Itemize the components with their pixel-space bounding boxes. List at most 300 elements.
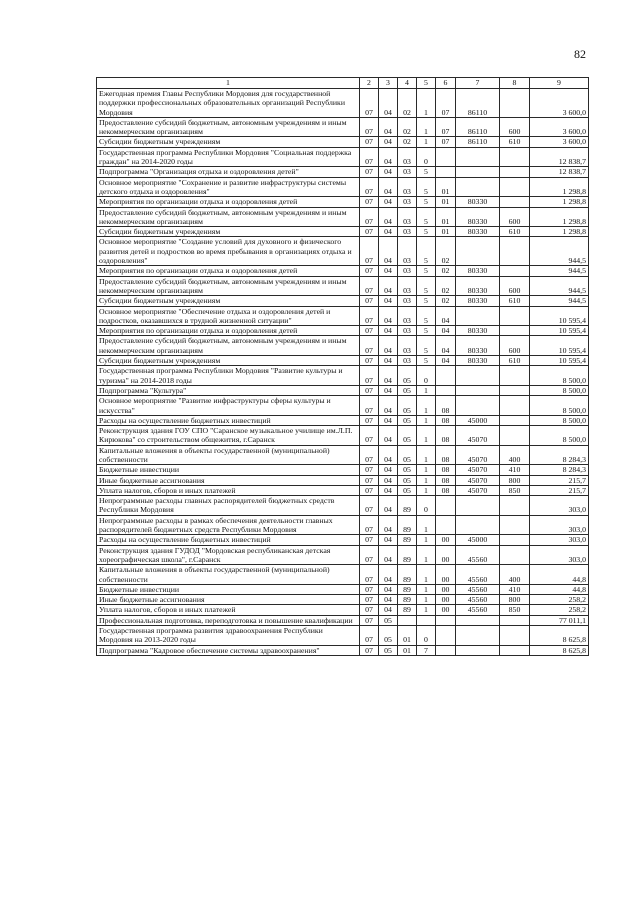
- cell-code-3: 04: [379, 177, 398, 197]
- cell-code-3: 04: [379, 197, 398, 207]
- cell-code-7: 45070: [456, 475, 500, 485]
- table-row: [97, 177, 589, 197]
- cell-amount: 1 298,8: [530, 197, 589, 207]
- cell-code-5: 0: [417, 496, 436, 516]
- cell-code-8: [500, 615, 530, 625]
- cell-amount: 8 500,0: [530, 385, 589, 395]
- cell-code-8: [500, 535, 530, 545]
- cell-code-2: 07: [360, 137, 379, 147]
- cell-amount: 3 600,0: [530, 117, 589, 137]
- cell-code-5: 5: [417, 296, 436, 306]
- cell-code-4: 89: [398, 565, 417, 585]
- cell-item-name: Предоставление субсидий бюджетным, автономным учреждениям и иным некоммерческим организациям: [97, 276, 360, 296]
- cell-code-7: 45070: [456, 445, 500, 465]
- cell-code-4: 02: [398, 137, 417, 147]
- table-row: [97, 147, 589, 167]
- cell-code-7: 45070: [456, 426, 500, 446]
- cell-code-3: 04: [379, 237, 398, 266]
- cell-code-7: [456, 496, 500, 516]
- cell-code-6: 04: [436, 356, 456, 366]
- cell-code-4: 89: [398, 595, 417, 605]
- cell-code-8: 800: [500, 475, 530, 485]
- table-body: [97, 89, 589, 656]
- cell-code-7: 45560: [456, 565, 500, 585]
- cell-amount: 1 298,8: [530, 227, 589, 237]
- cell-code-3: 04: [379, 227, 398, 237]
- cell-item-name: Расходы на осуществление бюджетных инвестиций: [97, 415, 360, 425]
- cell-code-4: 02: [398, 117, 417, 137]
- cell-code-6: 04: [436, 336, 456, 356]
- table-row: [97, 336, 589, 356]
- cell-code-8: [500, 237, 530, 266]
- cell-code-4: 03: [398, 237, 417, 266]
- cell-amount: 1 298,8: [530, 177, 589, 197]
- cell-code-6: 08: [436, 485, 456, 495]
- cell-code-7: 80330: [456, 197, 500, 207]
- cell-amount: 8 500,0: [530, 366, 589, 386]
- cell-code-5: 1: [417, 515, 436, 535]
- cell-code-4: 03: [398, 147, 417, 167]
- table-row: [97, 237, 589, 266]
- table-row: [97, 535, 589, 545]
- cell-item-name: Бюджетные инвестиции: [97, 584, 360, 594]
- cell-code-2: 07: [360, 445, 379, 465]
- cell-code-2: 07: [360, 515, 379, 535]
- table-row: [97, 475, 589, 485]
- cell-code-3: 04: [379, 515, 398, 535]
- cell-item-name: Бюджетные инвестиции: [97, 465, 360, 475]
- cell-code-3: 04: [379, 605, 398, 615]
- cell-code-7: [456, 366, 500, 386]
- cell-code-2: 07: [360, 615, 379, 625]
- cell-code-6: 02: [436, 266, 456, 276]
- cell-amount: 258,2: [530, 595, 589, 605]
- cell-code-3: 04: [379, 396, 398, 416]
- cell-code-5: 5: [417, 167, 436, 177]
- cell-code-4: 05: [398, 465, 417, 475]
- header-cell: 8: [500, 78, 530, 89]
- cell-code-2: 07: [360, 336, 379, 356]
- cell-code-6: 04: [436, 306, 456, 326]
- cell-code-7: [456, 147, 500, 167]
- cell-code-6: 00: [436, 565, 456, 585]
- cell-amount: 303,0: [530, 545, 589, 565]
- cell-code-8: 850: [500, 605, 530, 615]
- cell-amount: 10 595,4: [530, 326, 589, 336]
- cell-code-3: 04: [379, 276, 398, 296]
- cell-code-4: 03: [398, 207, 417, 227]
- cell-code-7: 86110: [456, 137, 500, 147]
- cell-code-3: 04: [379, 485, 398, 495]
- cell-code-8: [500, 167, 530, 177]
- cell-code-8: [500, 306, 530, 326]
- cell-amount: 1 298,8: [530, 207, 589, 227]
- cell-code-8: [500, 496, 530, 516]
- cell-code-5: 1: [417, 137, 436, 147]
- cell-code-3: 04: [379, 117, 398, 137]
- cell-amount: 944,5: [530, 276, 589, 296]
- cell-code-3: 04: [379, 465, 398, 475]
- cell-amount: 44,8: [530, 565, 589, 585]
- cell-code-8: 610: [500, 137, 530, 147]
- cell-code-2: 07: [360, 356, 379, 366]
- cell-code-6: 01: [436, 207, 456, 227]
- cell-code-8: 800: [500, 595, 530, 605]
- cell-code-2: 07: [360, 385, 379, 395]
- cell-code-7: [456, 645, 500, 655]
- cell-item-name: Основное мероприятие "Создание условий для духовного и физического развития детей и подростков во время пребывания в организациях отдыха и оздоровления": [97, 237, 360, 266]
- cell-code-3: 04: [379, 266, 398, 276]
- cell-code-7: [456, 237, 500, 266]
- cell-code-3: 04: [379, 207, 398, 227]
- cell-code-5: 0: [417, 366, 436, 386]
- cell-code-8: 400: [500, 445, 530, 465]
- table-row: [97, 645, 589, 655]
- cell-code-5: 1: [417, 485, 436, 495]
- cell-amount: 10 595,4: [530, 336, 589, 356]
- cell-code-4: 05: [398, 445, 417, 465]
- cell-item-name: Субсидии бюджетным учреждениям: [97, 137, 360, 147]
- cell-code-6: 08: [436, 426, 456, 446]
- cell-code-7: 86110: [456, 117, 500, 137]
- cell-code-4: 05: [398, 396, 417, 416]
- cell-amount: 8 500,0: [530, 415, 589, 425]
- cell-code-6: 02: [436, 276, 456, 296]
- table-row: [97, 485, 589, 495]
- cell-item-name: Государственная программа Республики Мордовия "Развитие культуры и туризма" на 2014-2018 годы: [97, 366, 360, 386]
- header-cell: 3: [379, 78, 398, 89]
- cell-item-name: Подпрограмма "Кадровое обеспечение системы здравоохранения": [97, 645, 360, 655]
- cell-code-8: [500, 515, 530, 535]
- cell-code-6: 01: [436, 197, 456, 207]
- cell-code-5: 5: [417, 177, 436, 197]
- cell-code-8: [500, 626, 530, 646]
- cell-code-7: [456, 385, 500, 395]
- cell-item-name: Основное мероприятие "Развитие инфраструктуры сферы культуры и искусства": [97, 396, 360, 416]
- cell-code-3: 04: [379, 147, 398, 167]
- cell-item-name: Иные бюджетные ассигнования: [97, 475, 360, 485]
- cell-item-name: Предоставление субсидий бюджетным, автономным учреждениям и иным некоммерческим организациям: [97, 117, 360, 137]
- cell-code-3: 04: [379, 535, 398, 545]
- cell-code-2: 07: [360, 117, 379, 137]
- cell-code-2: 07: [360, 89, 379, 118]
- table-row: [97, 426, 589, 446]
- table-row: [97, 326, 589, 336]
- cell-code-2: 07: [360, 645, 379, 655]
- cell-code-8: 600: [500, 336, 530, 356]
- table-row: [97, 266, 589, 276]
- table-row: [97, 306, 589, 326]
- cell-amount: 944,5: [530, 296, 589, 306]
- cell-code-8: [500, 147, 530, 167]
- cell-code-2: 07: [360, 207, 379, 227]
- cell-code-4: 03: [398, 356, 417, 366]
- cell-code-5: 5: [417, 356, 436, 366]
- cell-code-3: 04: [379, 167, 398, 177]
- cell-code-6: [436, 167, 456, 177]
- cell-code-3: 04: [379, 356, 398, 366]
- cell-code-4: 89: [398, 545, 417, 565]
- cell-item-name: Уплата налогов, сборов и иных платежей: [97, 605, 360, 615]
- cell-code-6: 01: [436, 177, 456, 197]
- cell-code-5: 5: [417, 306, 436, 326]
- cell-code-2: 07: [360, 366, 379, 386]
- cell-code-6: [436, 366, 456, 386]
- table-row: [97, 626, 589, 646]
- cell-code-4: 05: [398, 366, 417, 386]
- cell-code-2: 07: [360, 415, 379, 425]
- cell-code-5: 5: [417, 227, 436, 237]
- cell-code-4: 05: [398, 415, 417, 425]
- cell-code-6: [436, 626, 456, 646]
- cell-code-7: 80330: [456, 276, 500, 296]
- cell-item-name: Государственная программа Республики Мордовия "Социальная поддержка граждан" на 2014-2020 годы: [97, 147, 360, 167]
- cell-code-8: 610: [500, 227, 530, 237]
- table-row: [97, 584, 589, 594]
- cell-code-3: 04: [379, 415, 398, 425]
- cell-code-4: 05: [398, 485, 417, 495]
- cell-item-name: Ежегодная премия Главы Республики Мордовия для государственной поддержки профессиональных образовательных организаций Республики Мордовия: [97, 89, 360, 118]
- cell-code-7: 80330: [456, 336, 500, 356]
- cell-code-7: [456, 626, 500, 646]
- cell-code-6: 00: [436, 545, 456, 565]
- cell-code-8: [500, 197, 530, 207]
- cell-code-5: 1: [417, 89, 436, 118]
- table-header-row: [97, 78, 589, 89]
- cell-code-5: 5: [417, 207, 436, 227]
- cell-code-3: 04: [379, 584, 398, 594]
- cell-amount: 8 284,3: [530, 465, 589, 475]
- cell-code-2: 07: [360, 296, 379, 306]
- cell-code-4: 03: [398, 197, 417, 207]
- cell-item-name: Субсидии бюджетным учреждениям: [97, 296, 360, 306]
- cell-code-2: 07: [360, 237, 379, 266]
- cell-item-name: Мероприятия по организации отдыха и оздоровления детей: [97, 266, 360, 276]
- cell-code-7: 45560: [456, 584, 500, 594]
- cell-code-6: 08: [436, 465, 456, 475]
- cell-item-name: Субсидии бюджетным учреждениям: [97, 356, 360, 366]
- cell-code-3: 04: [379, 336, 398, 356]
- cell-code-8: [500, 385, 530, 395]
- cell-code-7: 45560: [456, 545, 500, 565]
- cell-code-5: 1: [417, 396, 436, 416]
- table-row: [97, 545, 589, 565]
- cell-code-3: 05: [379, 626, 398, 646]
- cell-amount: 944,5: [530, 237, 589, 266]
- cell-code-3: 04: [379, 545, 398, 565]
- header-cell: 7: [456, 78, 500, 89]
- cell-code-8: [500, 545, 530, 565]
- cell-code-5: 1: [417, 385, 436, 395]
- cell-code-7: 80330: [456, 266, 500, 276]
- cell-item-name: Мероприятия по организации отдыха и оздоровления детей: [97, 326, 360, 336]
- cell-code-8: [500, 426, 530, 446]
- cell-code-7: [456, 167, 500, 177]
- table-row: [97, 207, 589, 227]
- cell-code-2: 07: [360, 626, 379, 646]
- cell-code-7: 80330: [456, 356, 500, 366]
- cell-code-6: 08: [436, 396, 456, 416]
- cell-amount: 215,7: [530, 475, 589, 485]
- cell-code-2: 07: [360, 326, 379, 336]
- cell-code-3: 04: [379, 385, 398, 395]
- header-cell: 2: [360, 78, 379, 89]
- cell-code-7: [456, 306, 500, 326]
- budget-table: [96, 77, 589, 656]
- table-row: [97, 415, 589, 425]
- cell-code-4: 89: [398, 496, 417, 516]
- cell-code-7: [456, 615, 500, 625]
- cell-code-2: 07: [360, 475, 379, 485]
- header-cell: 5: [417, 78, 436, 89]
- cell-code-5: 0: [417, 147, 436, 167]
- cell-code-5: [417, 615, 436, 625]
- cell-code-8: 610: [500, 296, 530, 306]
- cell-item-name: Непрограммные расходы в рамках обеспечения деятельности главных распорядителей бюджетных средств Республики Мордовия: [97, 515, 360, 535]
- cell-code-6: 07: [436, 137, 456, 147]
- cell-code-2: 07: [360, 197, 379, 207]
- cell-code-6: 07: [436, 117, 456, 137]
- cell-code-5: 5: [417, 276, 436, 296]
- cell-code-2: 07: [360, 227, 379, 237]
- cell-code-3: 04: [379, 496, 398, 516]
- cell-code-6: [436, 496, 456, 516]
- cell-amount: 944,5: [530, 266, 589, 276]
- cell-code-5: 1: [417, 565, 436, 585]
- cell-code-8: 610: [500, 356, 530, 366]
- cell-code-4: 05: [398, 426, 417, 446]
- cell-code-5: 1: [417, 426, 436, 446]
- cell-code-2: 07: [360, 545, 379, 565]
- cell-code-7: 45070: [456, 485, 500, 495]
- cell-code-6: [436, 645, 456, 655]
- cell-code-4: 89: [398, 605, 417, 615]
- cell-item-name: Капитальные вложения в объекты государственной (муниципальной) собственности: [97, 565, 360, 585]
- cell-code-8: [500, 326, 530, 336]
- table-row: [97, 276, 589, 296]
- cell-code-4: 01: [398, 626, 417, 646]
- cell-code-6: 00: [436, 584, 456, 594]
- cell-code-5: 0: [417, 626, 436, 646]
- cell-code-5: 1: [417, 545, 436, 565]
- cell-item-name: Реконструкция здания ГОУ СПО "Саранское музыкальное училище им.Л.П. Кирюкова" со строительством общежития, г.Саранск: [97, 426, 360, 446]
- cell-code-4: [398, 615, 417, 625]
- cell-amount: 8 625,8: [530, 626, 589, 646]
- table-row: [97, 385, 589, 395]
- cell-code-3: 04: [379, 306, 398, 326]
- cell-code-8: [500, 89, 530, 118]
- cell-code-3: 04: [379, 445, 398, 465]
- cell-code-5: 5: [417, 237, 436, 266]
- cell-amount: 303,0: [530, 515, 589, 535]
- cell-code-6: 07: [436, 89, 456, 118]
- cell-item-name: Предоставление субсидий бюджетным, автономным учреждениям и иным некоммерческим организациям: [97, 207, 360, 227]
- cell-code-6: 08: [436, 475, 456, 485]
- cell-amount: 303,0: [530, 535, 589, 545]
- cell-code-5: 1: [417, 445, 436, 465]
- cell-code-4: 89: [398, 535, 417, 545]
- table-row: [97, 89, 589, 118]
- cell-amount: 12 838,7: [530, 147, 589, 167]
- cell-item-name: Подпрограмма "Культура": [97, 385, 360, 395]
- cell-code-2: 07: [360, 496, 379, 516]
- table-row: [97, 197, 589, 207]
- cell-code-2: 07: [360, 167, 379, 177]
- cell-code-5: 1: [417, 584, 436, 594]
- cell-code-8: 600: [500, 207, 530, 227]
- cell-code-8: [500, 266, 530, 276]
- cell-code-5: 5: [417, 336, 436, 356]
- cell-item-name: Непрограммные расходы главных распорядителей бюджетных средств Республики Мордовия: [97, 496, 360, 516]
- cell-amount: 303,0: [530, 496, 589, 516]
- cell-code-4: 03: [398, 227, 417, 237]
- table-row: [97, 396, 589, 416]
- cell-code-4: 89: [398, 515, 417, 535]
- cell-code-8: 600: [500, 117, 530, 137]
- cell-amount: 12 838,7: [530, 167, 589, 177]
- header-cell: 6: [436, 78, 456, 89]
- cell-code-5: 7: [417, 645, 436, 655]
- cell-code-2: 07: [360, 306, 379, 326]
- cell-code-4: 02: [398, 89, 417, 118]
- cell-code-3: 04: [379, 326, 398, 336]
- table-row: [97, 496, 589, 516]
- cell-code-7: 80330: [456, 326, 500, 336]
- cell-code-5: 1: [417, 475, 436, 485]
- cell-item-name: Основное мероприятие "Сохранение и развитие инфраструктуры системы детского отдыха и оздоровления": [97, 177, 360, 197]
- cell-code-3: 04: [379, 89, 398, 118]
- table-row: [97, 465, 589, 475]
- cell-item-name: Уплата налогов, сборов и иных платежей: [97, 485, 360, 495]
- cell-code-4: 89: [398, 584, 417, 594]
- cell-item-name: Капитальные вложения в объекты государственной (муниципальной) собственности: [97, 445, 360, 465]
- cell-code-2: 07: [360, 595, 379, 605]
- cell-code-4: 05: [398, 385, 417, 395]
- cell-amount: 258,2: [530, 605, 589, 615]
- cell-code-6: 00: [436, 535, 456, 545]
- cell-code-2: 07: [360, 485, 379, 495]
- cell-code-8: 850: [500, 485, 530, 495]
- cell-code-8: 600: [500, 276, 530, 296]
- cell-code-8: 410: [500, 584, 530, 594]
- cell-amount: 8 500,0: [530, 396, 589, 416]
- cell-code-3: 04: [379, 475, 398, 485]
- cell-code-6: 01: [436, 227, 456, 237]
- cell-code-6: 04: [436, 326, 456, 336]
- cell-code-5: 1: [417, 595, 436, 605]
- cell-code-4: 03: [398, 167, 417, 177]
- cell-code-6: 08: [436, 415, 456, 425]
- cell-code-3: 04: [379, 296, 398, 306]
- cell-code-7: 45560: [456, 605, 500, 615]
- cell-code-2: 07: [360, 266, 379, 276]
- cell-code-8: [500, 396, 530, 416]
- cell-code-2: 07: [360, 426, 379, 446]
- page-number: 82: [574, 47, 586, 61]
- cell-code-3: 05: [379, 615, 398, 625]
- cell-item-name: Расходы на осуществление бюджетных инвестиций: [97, 535, 360, 545]
- cell-code-3: 04: [379, 565, 398, 585]
- cell-code-6: [436, 147, 456, 167]
- table-row: [97, 137, 589, 147]
- cell-code-4: 05: [398, 475, 417, 485]
- cell-code-7: 80330: [456, 296, 500, 306]
- cell-code-7: [456, 396, 500, 416]
- cell-code-4: 03: [398, 306, 417, 326]
- cell-code-3: 04: [379, 426, 398, 446]
- cell-code-2: 07: [360, 584, 379, 594]
- cell-amount: 8 284,3: [530, 445, 589, 465]
